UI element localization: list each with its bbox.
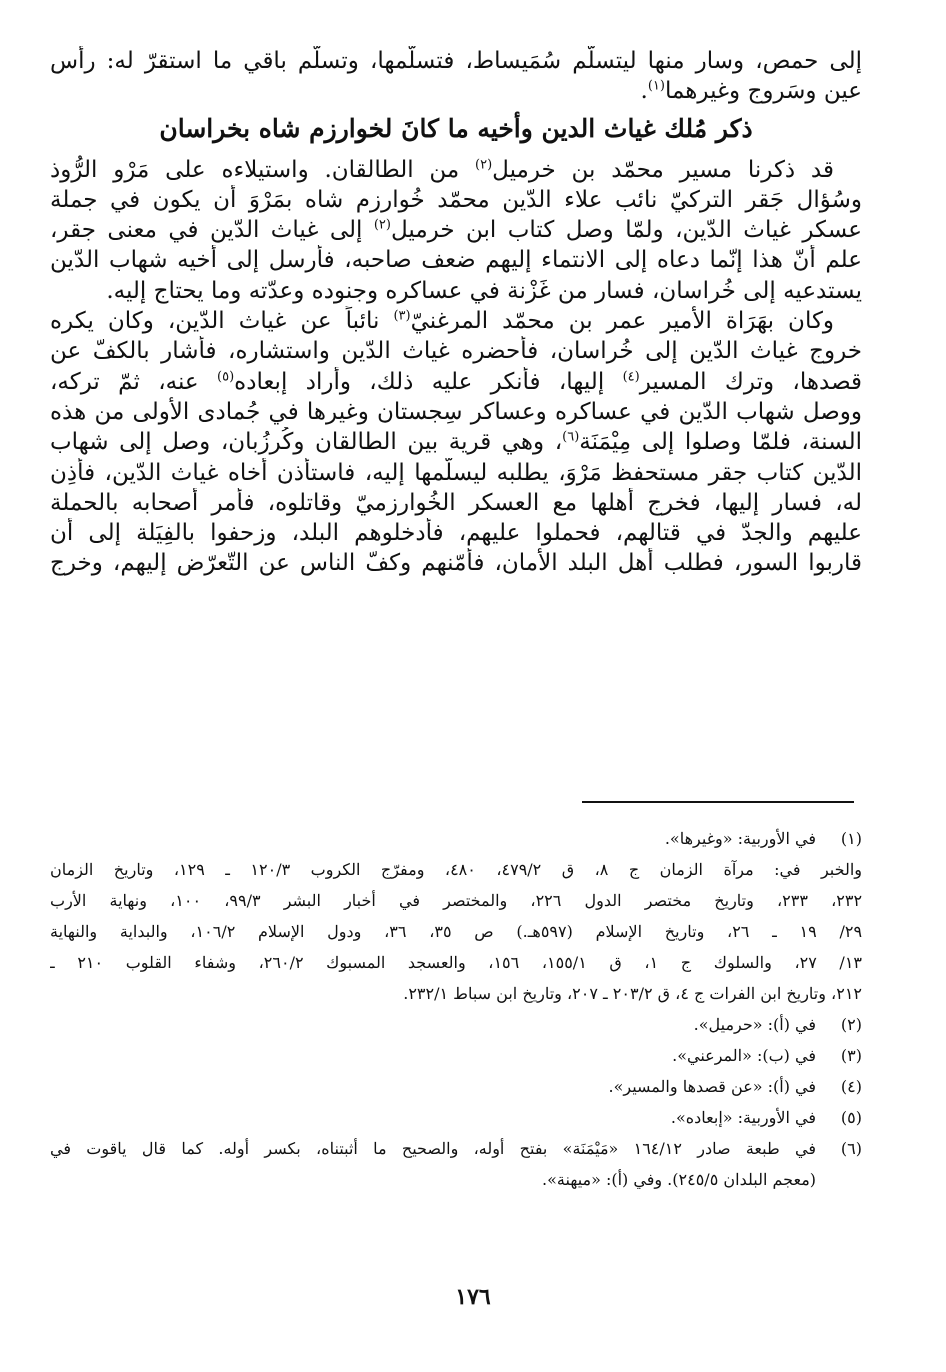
footnote-ref: (٤) [622,369,640,385]
footnote-number: (٤) [840,1077,862,1096]
page-number: ١٧٦ [455,1284,491,1310]
footnote-2 [50,1009,862,1040]
footnote-line: (معجم البلدان ٢٤٥/٥). وفي (أ): «ميهنة». [542,1170,816,1189]
footnote-line: في الأوربية: «وغيرها». [664,829,816,848]
text-line: قاربوا السور، فطلب أهل البلد الأمان، فأمّنهم وكفّ الناس عن التّعرّض إليهم، وخرج [50,550,862,577]
footnote-line: ٢١٢، وتاريخ ابن الفرات ج ٤، ق ٢٠٣/٢ ـ ٢٠٧، وتاريخ ابن سباط ٢٣٢/١. [403,984,862,1003]
footnotes [50,823,862,1195]
main-text [50,46,862,579]
footnote-ref: (٢) [475,156,493,172]
text-line: عين وسَروج وغيرهما$^{(١)}$. [640,78,862,105]
text-line: السنة، فلمّا وصلوا إلى مِيْمَنَة$^{(٦)}$، وهي قرية بين الطالقان وكُرزُبان، وصل إلى شهاب [50,429,862,456]
text-line: ووصل شهاب الدّين في عساكره وعساكر سِجستان وغيرها في جُمادى الأولى من هذه [50,398,862,425]
text-line: خروج غياث الدّين إلى خُراسان، فأحضره غياث الدّين واستشاره، فأشار بالكفّ عن [50,338,862,365]
footnote-line: في (أ): «حرميل». [693,1015,816,1034]
text-line: وكان بهَرَاة الأمير عمر بن محمّد المرغنيّ$^{(٣)}$ نائباً عن غياث الدّين، وكان يكره [50,308,835,335]
text-line: قد ذكرنا مسير محمّد بن خرميل$^{(٢)}$ من الطالقان. واستيلاءه على مَرْو الرُّوذ [50,156,835,183]
footnote-line: في طبعة صادر ١٦٤/١٢ «مَيْمَنَة» بفتح أوله، والصحيح ما أثبتناه، بكسر أوله. كما قال ياقوت في [50,1139,816,1158]
footnote-line: والخبر في: مرآة الزمان ج ٨، ق ٤٧٩/٢، ٤٨٠، ومفرّج الكروب ١٢٠/٣ ـ ١٢٩، وتاريخ الزمان [50,860,862,879]
footnote-5 [50,1102,862,1133]
text-line: وسُؤال جَقر التركيّ نائب علاء الدّين محمّد خُوارزم شاه بمَرْوَ أن يكون في جملة [50,186,862,213]
footnote-ref: (٥) [217,369,235,385]
footnote-ref: (٦) [562,429,580,445]
footnote-3 [50,1040,862,1071]
text-line: له، فسار إليها، فخرج أهلها مع العسكر الخُوارزميّ وقاتلوه، فأمر أصحابه بالحملة [50,489,862,516]
footnote-ref: (٣) [393,308,411,324]
text-line: الدّين كتاب جقر مستحفظ مَرْوَ، يطلبه ليسلّمها إليه، فاستأذن أخاه غياث الدّين، فأذِن [50,459,862,486]
text-line: عليهم والجدّ في قتالهم، فحملوا عليهم، فأدخلوهم البلد، وزحفوا بالفِيَلة إلى أن [50,520,862,547]
footnote-line: في (أ): «عن قصدها والمسير». [608,1077,816,1096]
text-line: إلى حمص، وسار منها ليتسلّم سُمَيساط، فتسلّمها، وتسلّم باقي ما استقرّ له: رأس [50,48,862,74]
footnote-4 [50,1071,862,1102]
footnote-ref: (١) [647,78,665,94]
footnote-line: في (ب): «المرعني». [672,1046,816,1065]
text-line: يستدعيه إلى خُراسان، فسار من غَزْنة في عساكره وجنوده وعدّته وما يحتاج إليه. [106,277,862,304]
footnote-line: ٢٩/ ١٩ ـ ٢٦، وتاريخ الإسلام (٥٩٧هـ.) ص ٣٥، ٣٦، ودول الإسلام ١٠٦/٢، والبداية والنهاية [50,922,862,941]
text-line: علم أنّ هذا إنّما دعاه إلى الانتماء إليهم ضعف صاحبه، فأرسل إلى أخيه شهاب الدّين [50,247,862,274]
text-line: عسكر غياث الدّين، ولمّا وصل كتاب ابن خرميل$^{(٢)}$ إلى غياث الدّين في معنى جقر، [50,217,862,244]
footnote-number: (٥) [840,1108,862,1127]
footnote-number: (٦) [840,1139,862,1158]
text-line: قصدها، وترك المسير$^{(٤)}$ إليها، فأنكر عليه ذلك، وأراد إبعاده$^{(٥)}$ عنه، ثمّ تركه، [50,368,862,395]
footnote-number: (١) [840,829,862,848]
footnote-line: ٢٣٢، ٢٣٣، وتاريخ مختصر الدول ٢٢٦، والمختصر في أخبار البشر ٩٩/٣، ١٠٠، ونهاية الأرب [50,891,862,910]
footnote-ref: (٢) [373,217,391,233]
section-heading: ذكر مُلك غياث الدين وأخيه ما كانَ لخوارزم شاه بخراسان [159,113,753,143]
footnote-separator [582,801,854,803]
footnote-line: ١٣/ ٢٧، والسلوك ج ١، ق ١٥٥/١، ١٥٦، والعسجد المسبوك ٢٦٠/٢، وشفاء القلوب ٢١٠ ـ [50,953,862,972]
footnote-1 [50,823,862,854]
footnote-6 [50,1133,862,1195]
footnote-line: في الأوربية: «إبعاده». [670,1108,816,1127]
footnote-number: (٢) [840,1015,862,1034]
footnote-number: (٣) [840,1046,862,1065]
